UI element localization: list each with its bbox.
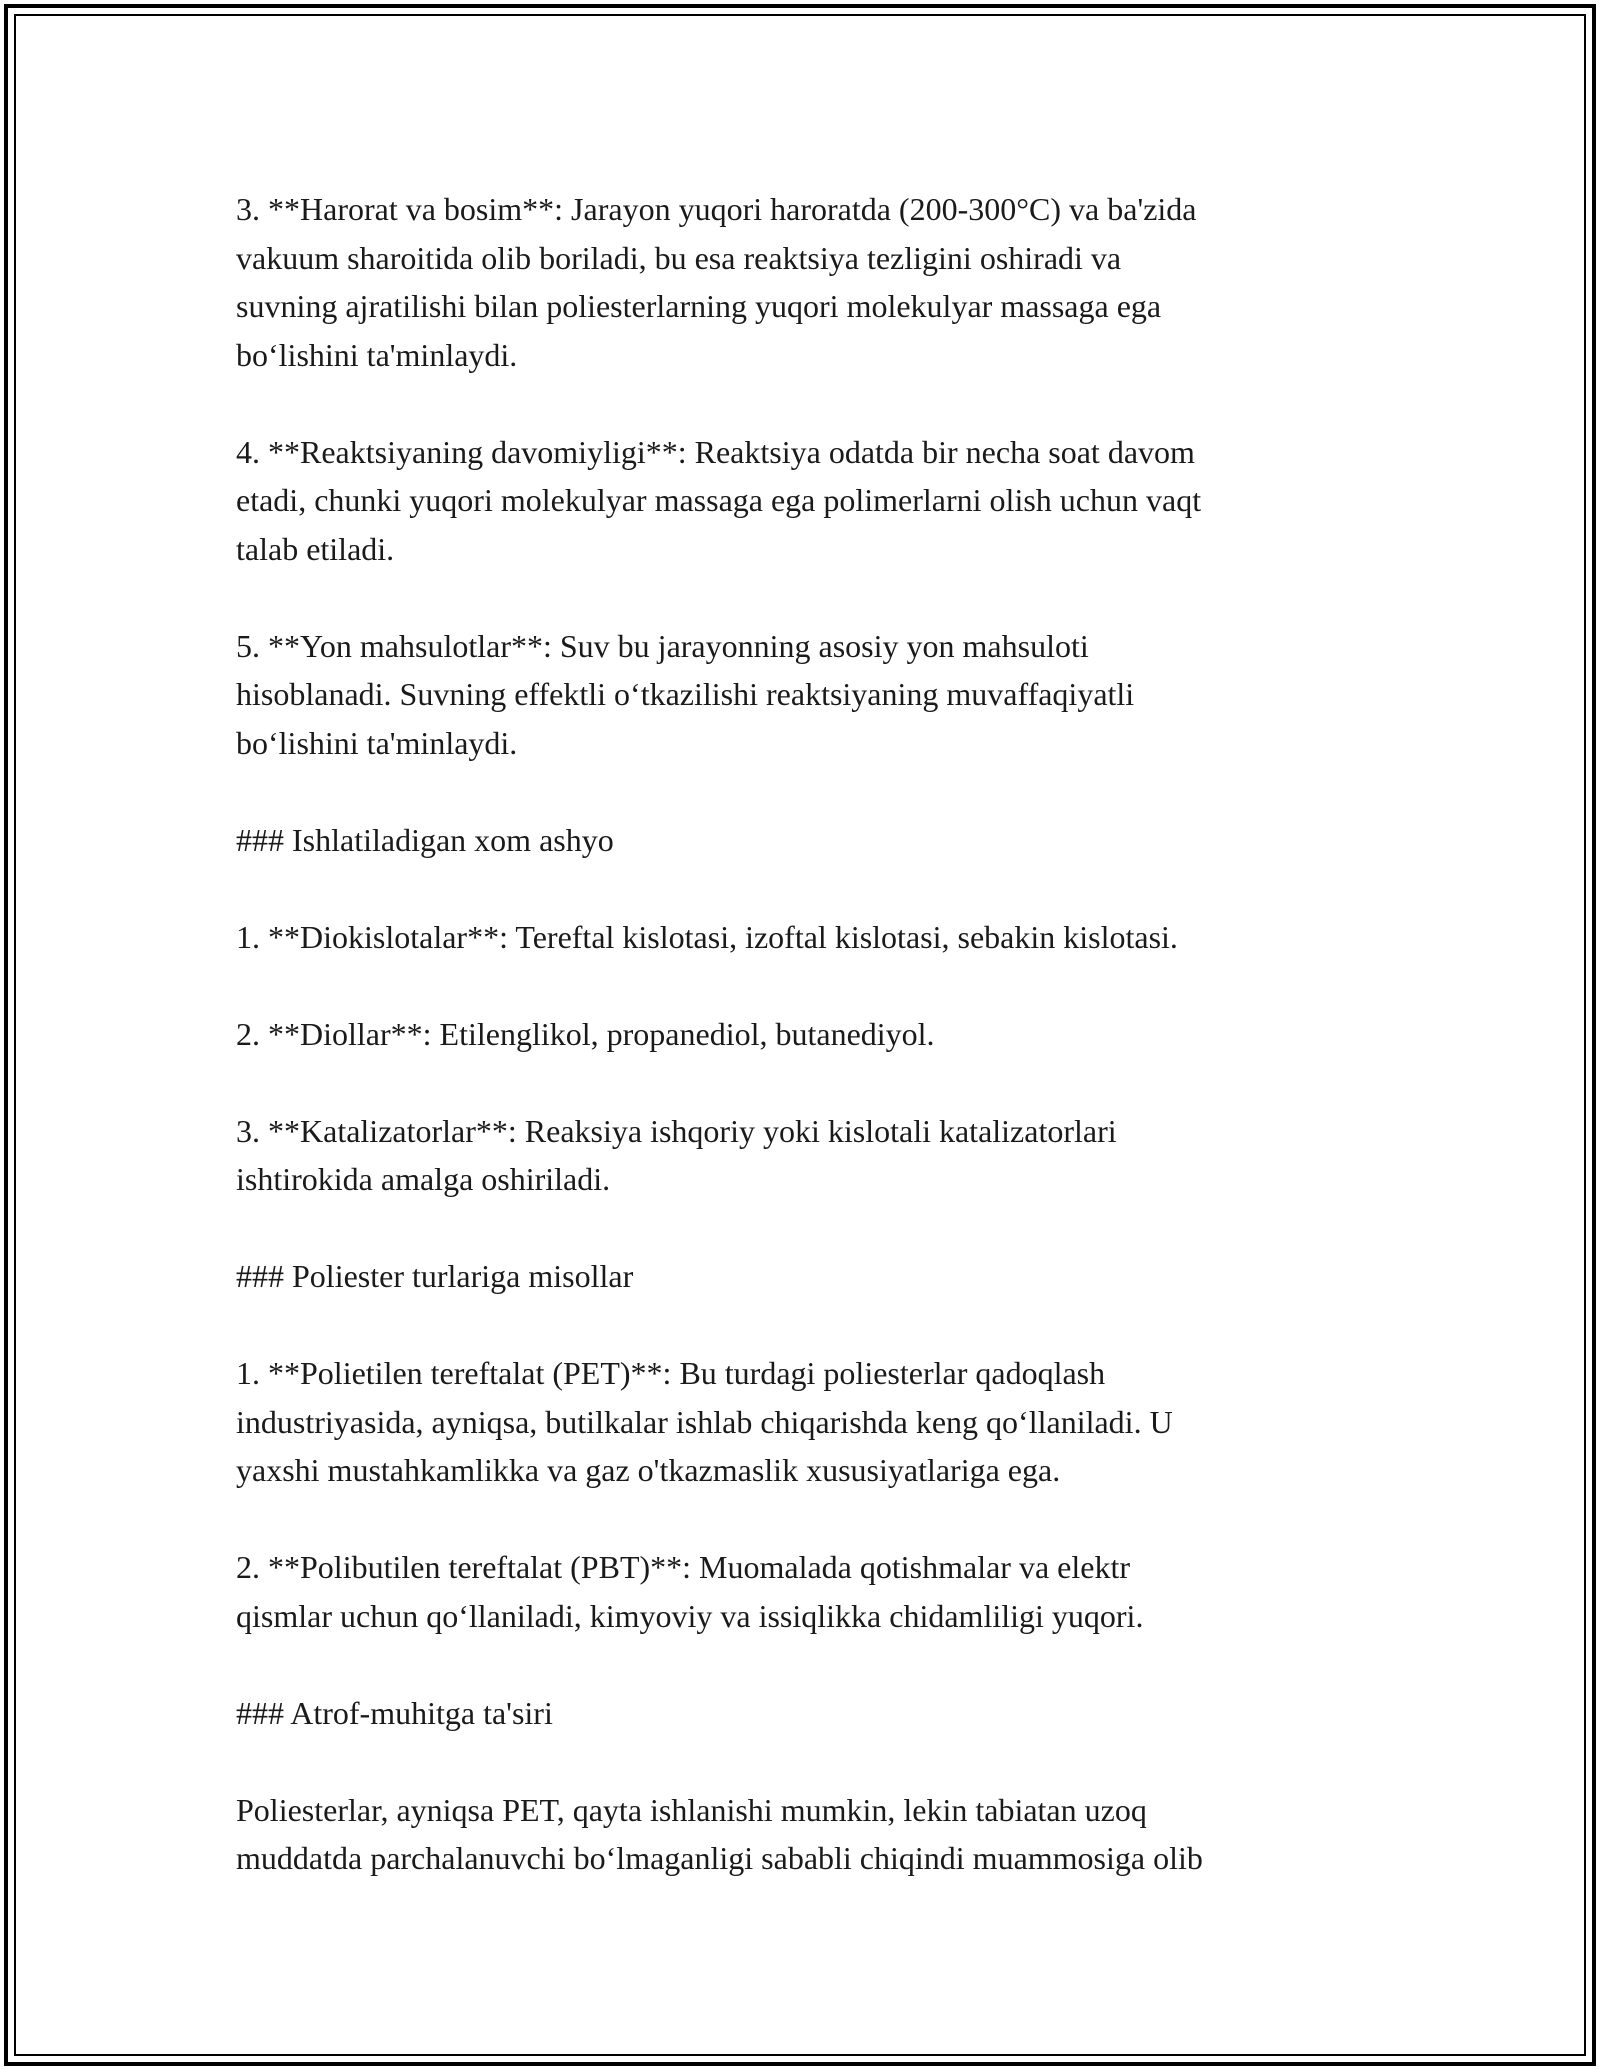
text-line: 5. **Yon mahsulotlar**: Suv bu jarayonning asosiy yon mahsuloti <box>236 627 1089 664</box>
paragraph-poliesterlar-pet <box>236 1786 1366 1883</box>
text-line: bo‘lishini ta'minlaydi. <box>236 724 518 761</box>
heading-ishlatiladigan-xom-ashyo <box>236 816 1366 865</box>
text-line: muddatda parchalanuvchi bo‘lmaganligi sababli chiqindi muammosiga olib <box>236 1840 1203 1876</box>
text-line: industriyasida, ayniqsa, butilkalar ishlab chiqarishda keng qo‘llaniladi. U <box>236 1403 1173 1440</box>
paragraph-polietilen-tereftalat <box>236 1349 1366 1495</box>
text-line: 4. **Reaktsiyaning davomiyligi**: Reaktsiya odatda bir necha soat davom <box>236 433 1195 470</box>
text-line: 2. **Polibutilen tereftalat (PBT)**: Muomalada qotishmalar va elektr <box>236 1549 1130 1585</box>
text-line: 1. **Diokislotalar**: Tereftal kislotasi, izoftal kislotasi, sebakin kislotasi. <box>236 918 1178 955</box>
text-line: 3. **Katalizatorlar**: Reaksiya ishqoriy yoki kislotali katalizatorlari <box>236 1112 1117 1149</box>
text-line: talab etiladi. <box>236 530 395 567</box>
text-line: yaxshi mustahkamlikka va gaz o'tkazmaslik xususiyatlariga ega. <box>236 1452 1061 1488</box>
paragraph-diokislotalar <box>236 913 1366 962</box>
text-line: 2. **Diollar**: Etilenglikol, propanediol, butanediyol. <box>236 1015 935 1052</box>
text-line: Poliesterlar, ayniqsa PET, qayta ishlanishi mumkin, lekin tabiatan uzoq <box>236 1791 1147 1828</box>
paragraph-katalizatorlar <box>236 1107 1366 1204</box>
paragraph-reaktsiyaning-davomiyligi <box>236 428 1366 574</box>
heading-atrof-muhitga-tasiri <box>236 1689 1366 1738</box>
text-line: qismlar uchun qo‘llaniladi, kimyoviy va issiqlikka chidamliligi yuqori. <box>236 1597 1144 1634</box>
paragraph-diollar <box>236 1010 1366 1059</box>
heading-poliester-turlariga-misollar <box>236 1252 1366 1301</box>
text-line: ishtirokida amalga oshiriladi. <box>236 1161 611 1197</box>
paragraph-polibutilen-tereftalat <box>236 1543 1366 1640</box>
text-line: etadi, chunki yuqori molekulyar massaga ega polimerlarni olish uchun vaqt <box>236 482 1202 518</box>
text-line: 3. **Harorat va bosim**: Jarayon yuqori haroratda (200-300°C) va ba'zida <box>236 191 1197 227</box>
text-line: 1. **Polietilen tereftalat (PET)**: Bu turdagi poliesterlar qadoqlash <box>236 1355 1106 1391</box>
text-line: ### Poliester turlariga misollar <box>236 1258 634 1294</box>
text-line: vakuum sharoitida olib boriladi, bu esa reaktsiya tezligini oshiradi va <box>236 239 1122 276</box>
text-line: bo‘lishini ta'minlaydi. <box>236 336 518 373</box>
text-line: hisoblanadi. Suvning effektli o‘tkazilishi reaktsiyaning muvaffaqiyatli <box>236 676 1135 712</box>
text-line: suvning ajratilishi bilan poliesterlarning yuqori molekulyar massaga ega <box>236 288 1162 324</box>
paragraph-harorat-va-bosim <box>236 185 1366 379</box>
paragraph-yon-mahsulotlar <box>236 622 1366 768</box>
text-line: ### Ishlatiladigan xom ashyo <box>236 821 614 858</box>
text-line: ### Atrof-muhitga ta'siri <box>236 1694 553 1731</box>
document-body <box>236 185 1366 1883</box>
